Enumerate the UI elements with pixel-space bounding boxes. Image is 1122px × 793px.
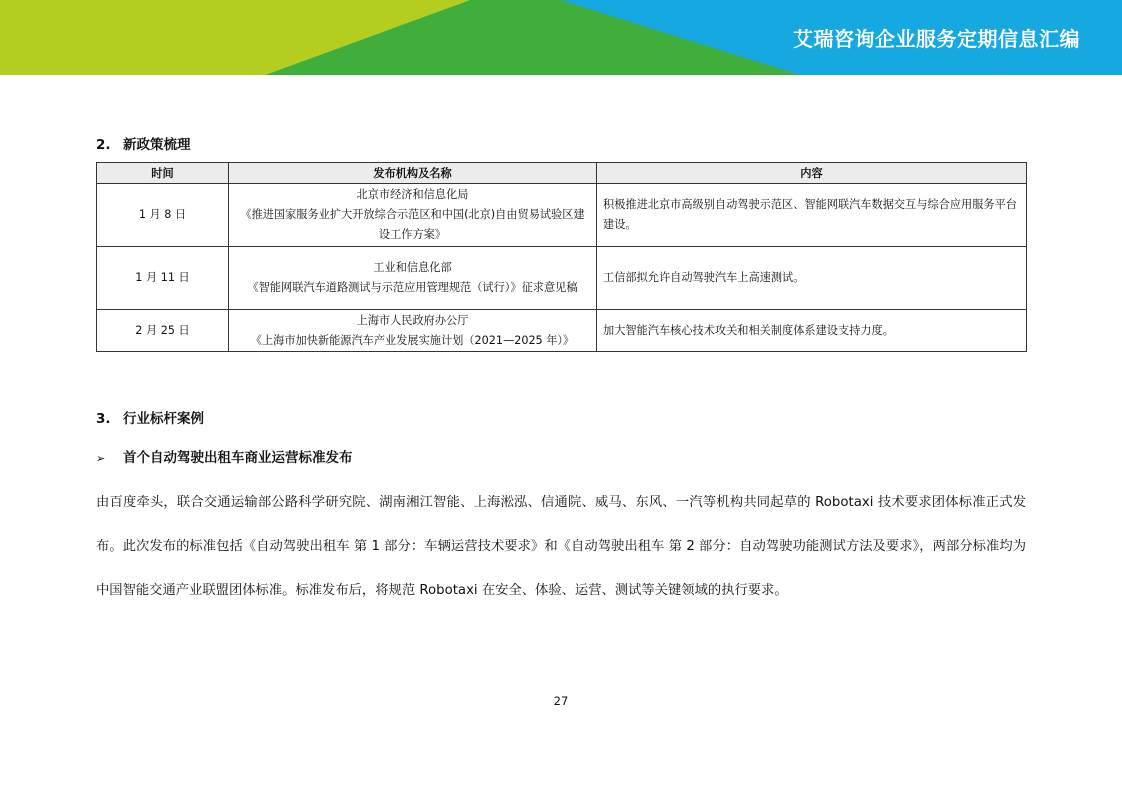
case-body-paragraph: 由百度牵头，联合交通运输部公路科学研究院、湖南湘江智能、上海淞泓、信通院、威马、东风、一汽等机构共同起草的 Robotaxi 技术要求团体标准正式发布。此次发布的标准包括《自动驾驶出租车 第 1 部分：车辆运营技术要求》和《自动驾驶出租车 第 2 部分：自动驾驶功能测试方法及要求》，两部分标准均为中国智能交通产业联盟团体标准。标准发布后，将规范 Robotaxi 在安全、体验、运营、测试等关键领域的执行要求。 (96, 495, 1026, 598)
case-title: 首个自动驾驶出租车商业运营标准发布 (123, 450, 353, 466)
date-cell: 1 月 8 日 (97, 184, 229, 247)
table-header-row (97, 163, 1027, 184)
section-heading-cases (96, 407, 204, 427)
page-number: 27 (553, 694, 569, 708)
column-header-publisher: 发布机构及名称 (229, 163, 597, 184)
publisher-agency: 上海市人民政府办公厅 (356, 313, 469, 327)
document-title: 艾瑞咨询企业服务定期信息汇编 (793, 27, 1080, 51)
table-row (97, 184, 1027, 247)
publisher-document: 《推进国家服务业扩大开放综合示范区和中国(北京)自由贸易试验区建设工作方案》 (240, 208, 585, 241)
section-title: 新政策梳理 (123, 137, 191, 153)
column-header-time: 时间 (97, 163, 229, 184)
date-cell: 2 月 25 日 (97, 310, 229, 352)
publisher-agency: 北京市经济和信息化局 (356, 188, 469, 201)
policy-table (96, 162, 1027, 352)
arrow-bullet-icon: ➢ (96, 452, 106, 465)
content-cell: 工信部拟允许自动驾驶汽车上高速测试。 (597, 247, 1027, 310)
table-row (97, 247, 1027, 310)
content-cell: 积极推进北京市高级别自动驾驶示范区、智能网联汽车数据交互与综合应用服务平台建设。 (597, 184, 1027, 247)
publisher-agency: 工业和信息化部 (373, 261, 452, 274)
publisher-cell (229, 247, 597, 310)
table-row (97, 310, 1027, 352)
publisher-cell (229, 310, 597, 352)
publisher-document: 《上海市加快新能源汽车产业发展实施计划（2021—2025 年）》 (250, 333, 575, 347)
content-cell: 加大智能汽车核心技术攻关和相关制度体系建设支持力度。 (597, 310, 1027, 352)
publisher-document: 《智能网联汽车道路测试与示范应用管理规范（试行）》征求意见稿 (247, 281, 578, 294)
column-header-content: 内容 (597, 163, 1027, 184)
section-heading-policy (96, 133, 191, 153)
section-number: 2. (96, 137, 111, 153)
case-heading (96, 446, 353, 466)
publisher-cell (229, 184, 597, 247)
section-title: 行业标杆案例 (123, 411, 204, 427)
section-number: 3. (96, 411, 111, 427)
date-cell: 1 月 11 日 (97, 247, 229, 310)
